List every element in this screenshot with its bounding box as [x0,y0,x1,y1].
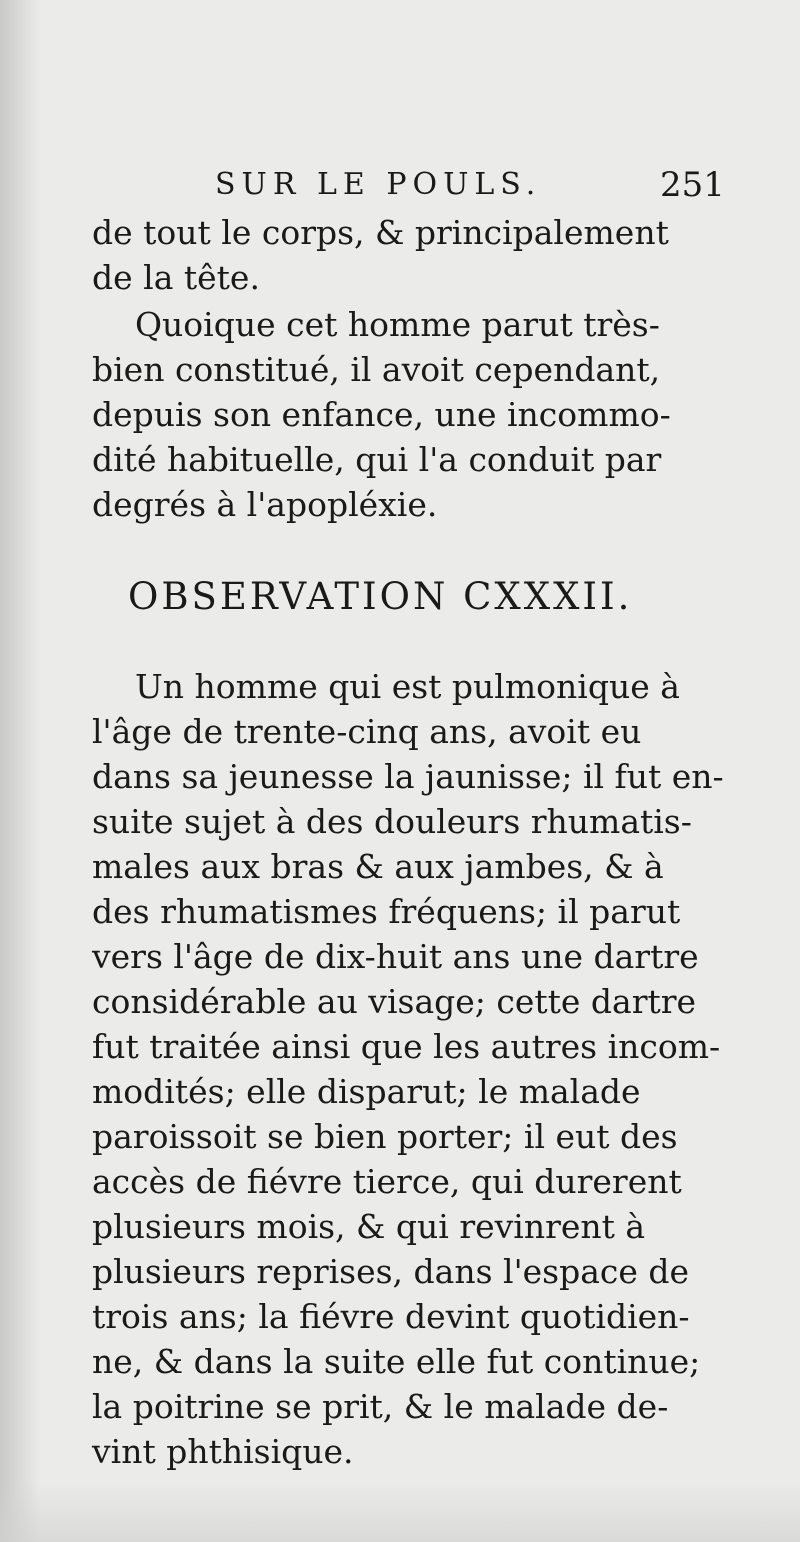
page-gutter-shadow [0,0,40,1542]
text-line: dité habituelle, qui l'a conduit par [92,440,662,479]
text-line: de la tête. [92,258,260,297]
observation-title: OBSERVATION CXXXII. [128,575,633,618]
text-line: l'âge de trente-cinq ans, avoit eu [92,712,642,751]
text-line: degrés à l'apopléxie. [92,485,438,524]
page-bottom-shadow [0,1482,800,1542]
text-line: modités; elle disparut; le malade [92,1072,641,1111]
text-line: de tout le corps, & principalement [92,213,669,252]
text-line: dans sa jeunesse la jaunisse; il fut en- [92,757,724,796]
text-line: plusieurs reprises, dans l'espace de [92,1252,690,1291]
text-line: trois ans; la fiévre devint quotidien- [92,1297,690,1336]
running-head: SUR LE POULS. [215,167,542,202]
text-line: considérable au visage; cette dartre [92,982,697,1021]
text-line: males aux bras & aux jambes, & à [92,847,664,886]
text-line: paroissoit se bien porter; il eut des [92,1117,678,1156]
text-line: plusieurs mois, & qui revinrent à [92,1207,646,1246]
text-line: des rhumatismes fréquens; il parut [92,892,681,931]
text-line: suite sujet à des douleurs rhumatis- [92,802,692,841]
text-line: la poitrine se prit, & le malade de- [92,1387,669,1426]
text-line: vers l'âge de dix-huit ans une dartre [92,937,699,976]
text-line: vint phthisique. [92,1432,354,1471]
text-line: depuis son enfance, une incommo- [92,395,671,434]
page-number: 251 [660,165,725,205]
text-line: accès de fiévre tierce, qui durerent [92,1162,682,1201]
text-line: fut traitée ainsi que les autres incom- [92,1027,721,1066]
text-line: Un homme qui est pulmonique à [135,667,680,706]
text-line: Quoique cet homme parut très- [135,305,660,344]
text-line: ne, & dans la suite elle fut continue; [92,1342,701,1381]
text-line: bien constitué, il avoit cependant, [92,350,661,389]
